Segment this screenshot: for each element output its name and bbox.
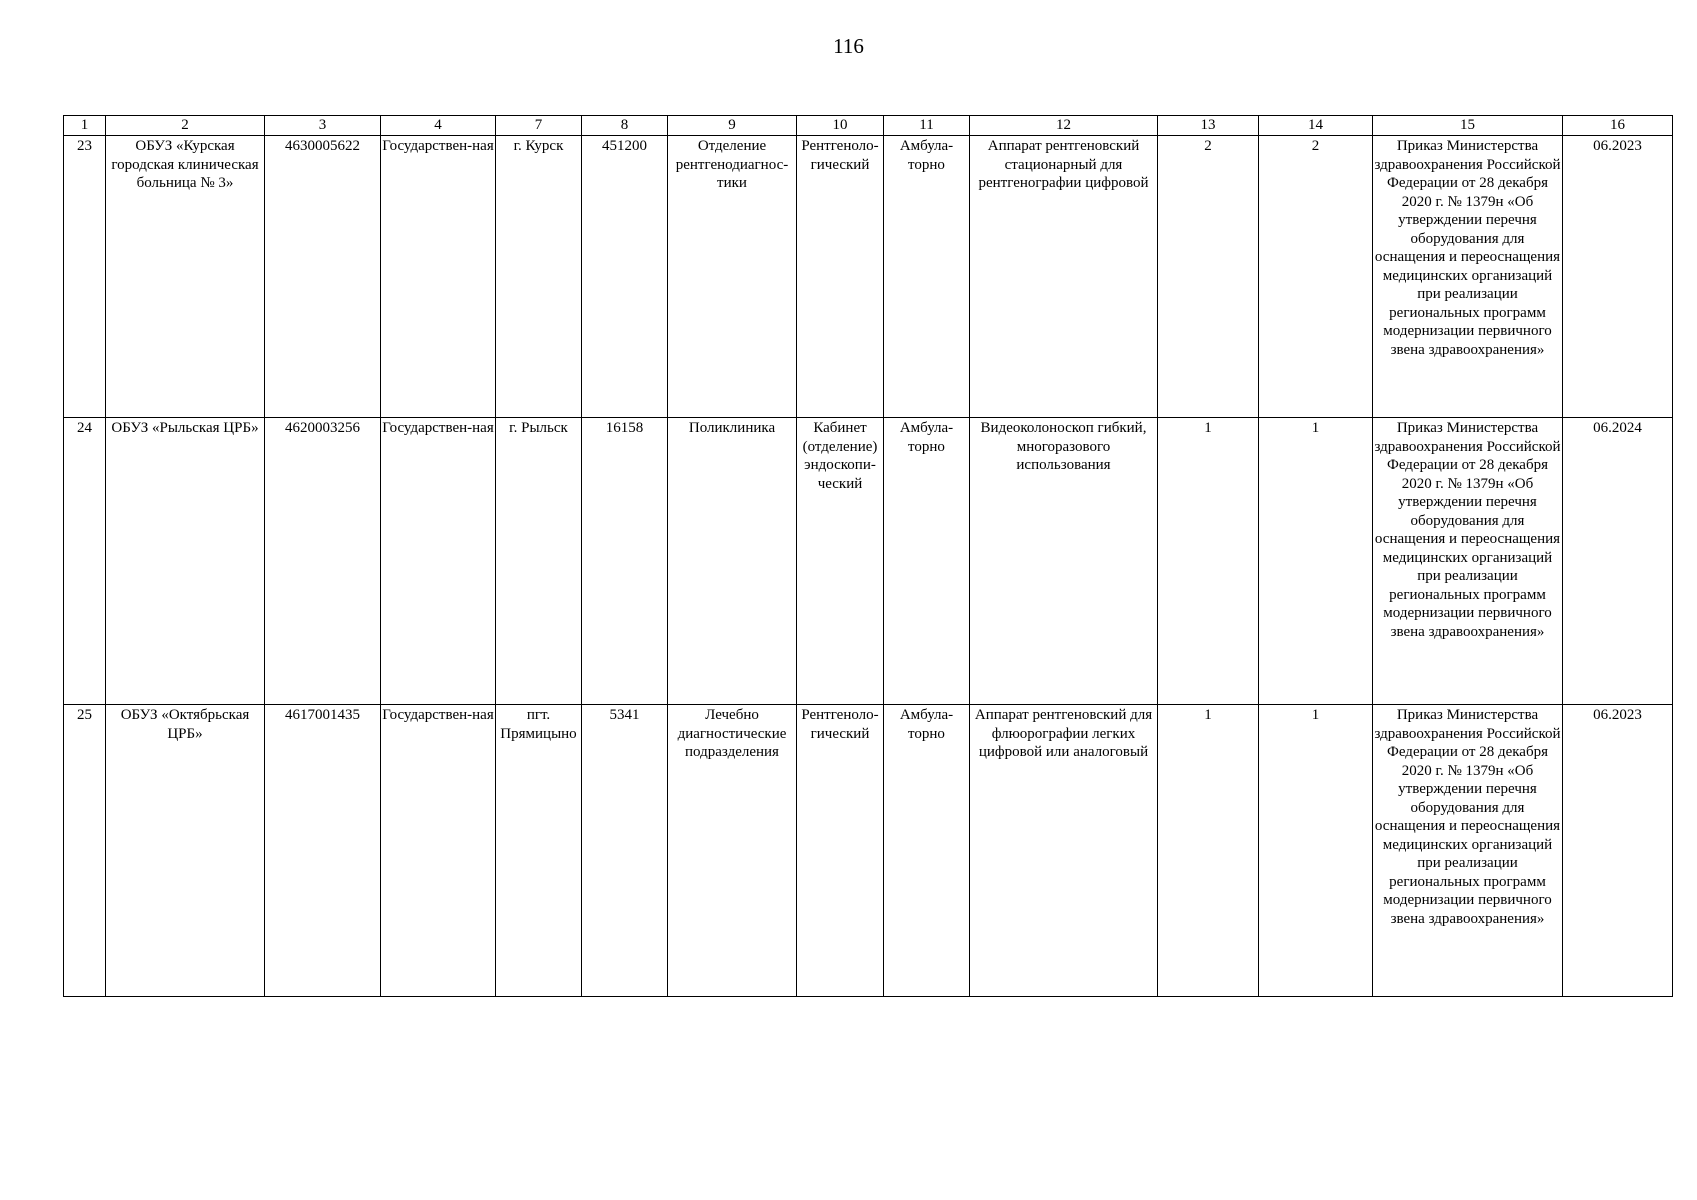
cell-number: 24 — [64, 418, 106, 705]
header-cell: 9 — [668, 116, 797, 136]
header-cell: 8 — [582, 116, 668, 136]
cell-equipment: Аппарат рентгеновский для флюорографии легких цифровой или аналоговый — [970, 705, 1158, 997]
cell-ownership: Государствен-ная — [381, 136, 496, 418]
cell-organization: ОБУЗ «Рыльская ЦРБ» — [106, 418, 265, 705]
cell-inn: 4630005622 — [265, 136, 381, 418]
cell-subdivision: Отделение рентгенодиагнос-тики — [668, 136, 797, 418]
cell-order: Приказ Министерства здравоохранения Российской Федерации от 28 декабря 2020 г. № 1379н «Об утверждении перечня оборудования для оснащения и переоснащения медицинских организаций при реализации региональных программ модернизации первичного звена здравоохранения» — [1373, 136, 1563, 418]
cell-population: 451200 — [582, 136, 668, 418]
cell-quantity: 1 — [1259, 418, 1373, 705]
cell-number: 23 — [64, 136, 106, 418]
cell-locality: г. Рыльск — [496, 418, 582, 705]
cell-organization: ОБУЗ «Октябрьская ЦРБ» — [106, 705, 265, 997]
cell-ownership: Государствен-ная — [381, 418, 496, 705]
cell-department: Кабинет (отделение) эндоскопи-ческий — [797, 418, 884, 705]
cell-care-form: Амбула-торно — [884, 136, 970, 418]
page-number: 116 — [833, 34, 864, 58]
cell-order: Приказ Министерства здравоохранения Российской Федерации от 28 декабря 2020 г. № 1379н «Об утверждении перечня оборудования для оснащения и переоснащения медицинских организаций при реализации региональных программ модернизации первичного звена здравоохранения» — [1373, 705, 1563, 997]
cell-care-form: Амбула-торно — [884, 705, 970, 997]
header-cell: 15 — [1373, 116, 1563, 136]
table-row — [64, 705, 1673, 997]
cell-date: 06.2024 — [1563, 418, 1673, 705]
cell-quantity: 1 — [1259, 705, 1373, 997]
data-table — [63, 115, 1673, 997]
cell-population: 5341 — [582, 705, 668, 997]
cell-subdivision: Лечебно диагностические подразделения — [668, 705, 797, 997]
cell-locality: пгт. Прямицыно — [496, 705, 582, 997]
header-cell: 3 — [265, 116, 381, 136]
header-cell: 12 — [970, 116, 1158, 136]
header-cell: 14 — [1259, 116, 1373, 136]
cell-number: 25 — [64, 705, 106, 997]
header-cell: 13 — [1158, 116, 1259, 136]
cell-equipment: Видеоколоноскоп гибкий, многоразового использования — [970, 418, 1158, 705]
header-cell: 16 — [1563, 116, 1673, 136]
cell-subdivision: Поликлиника — [668, 418, 797, 705]
cell-quantity: 1 — [1158, 418, 1259, 705]
cell-inn: 4617001435 — [265, 705, 381, 997]
cell-population: 16158 — [582, 418, 668, 705]
header-cell: 2 — [106, 116, 265, 136]
table-row — [64, 418, 1673, 705]
header-cell: 1 — [64, 116, 106, 136]
cell-quantity: 2 — [1158, 136, 1259, 418]
cell-inn: 4620003256 — [265, 418, 381, 705]
table-row — [64, 136, 1673, 418]
header-cell: 4 — [381, 116, 496, 136]
cell-date: 06.2023 — [1563, 136, 1673, 418]
header-row — [64, 116, 1673, 136]
cell-quantity: 1 — [1158, 705, 1259, 997]
cell-locality: г. Курск — [496, 136, 582, 418]
cell-date: 06.2023 — [1563, 705, 1673, 997]
cell-ownership: Государствен-ная — [381, 705, 496, 997]
header-cell: 10 — [797, 116, 884, 136]
cell-organization: ОБУЗ «Курская городская клиническая больница № 3» — [106, 136, 265, 418]
cell-equipment: Аппарат рентгеновский стационарный для рентгенографии цифровой — [970, 136, 1158, 418]
header-cell: 11 — [884, 116, 970, 136]
cell-department: Рентгеноло-гический — [797, 136, 884, 418]
header-cell: 7 — [496, 116, 582, 136]
cell-order: Приказ Министерства здравоохранения Российской Федерации от 28 декабря 2020 г. № 1379н «Об утверждении перечня оборудования для оснащения и переоснащения медицинских организаций при реализации региональных программ модернизации первичного звена здравоохранения» — [1373, 418, 1563, 705]
cell-department: Рентгеноло-гический — [797, 705, 884, 997]
cell-care-form: Амбула-торно — [884, 418, 970, 705]
cell-quantity: 2 — [1259, 136, 1373, 418]
